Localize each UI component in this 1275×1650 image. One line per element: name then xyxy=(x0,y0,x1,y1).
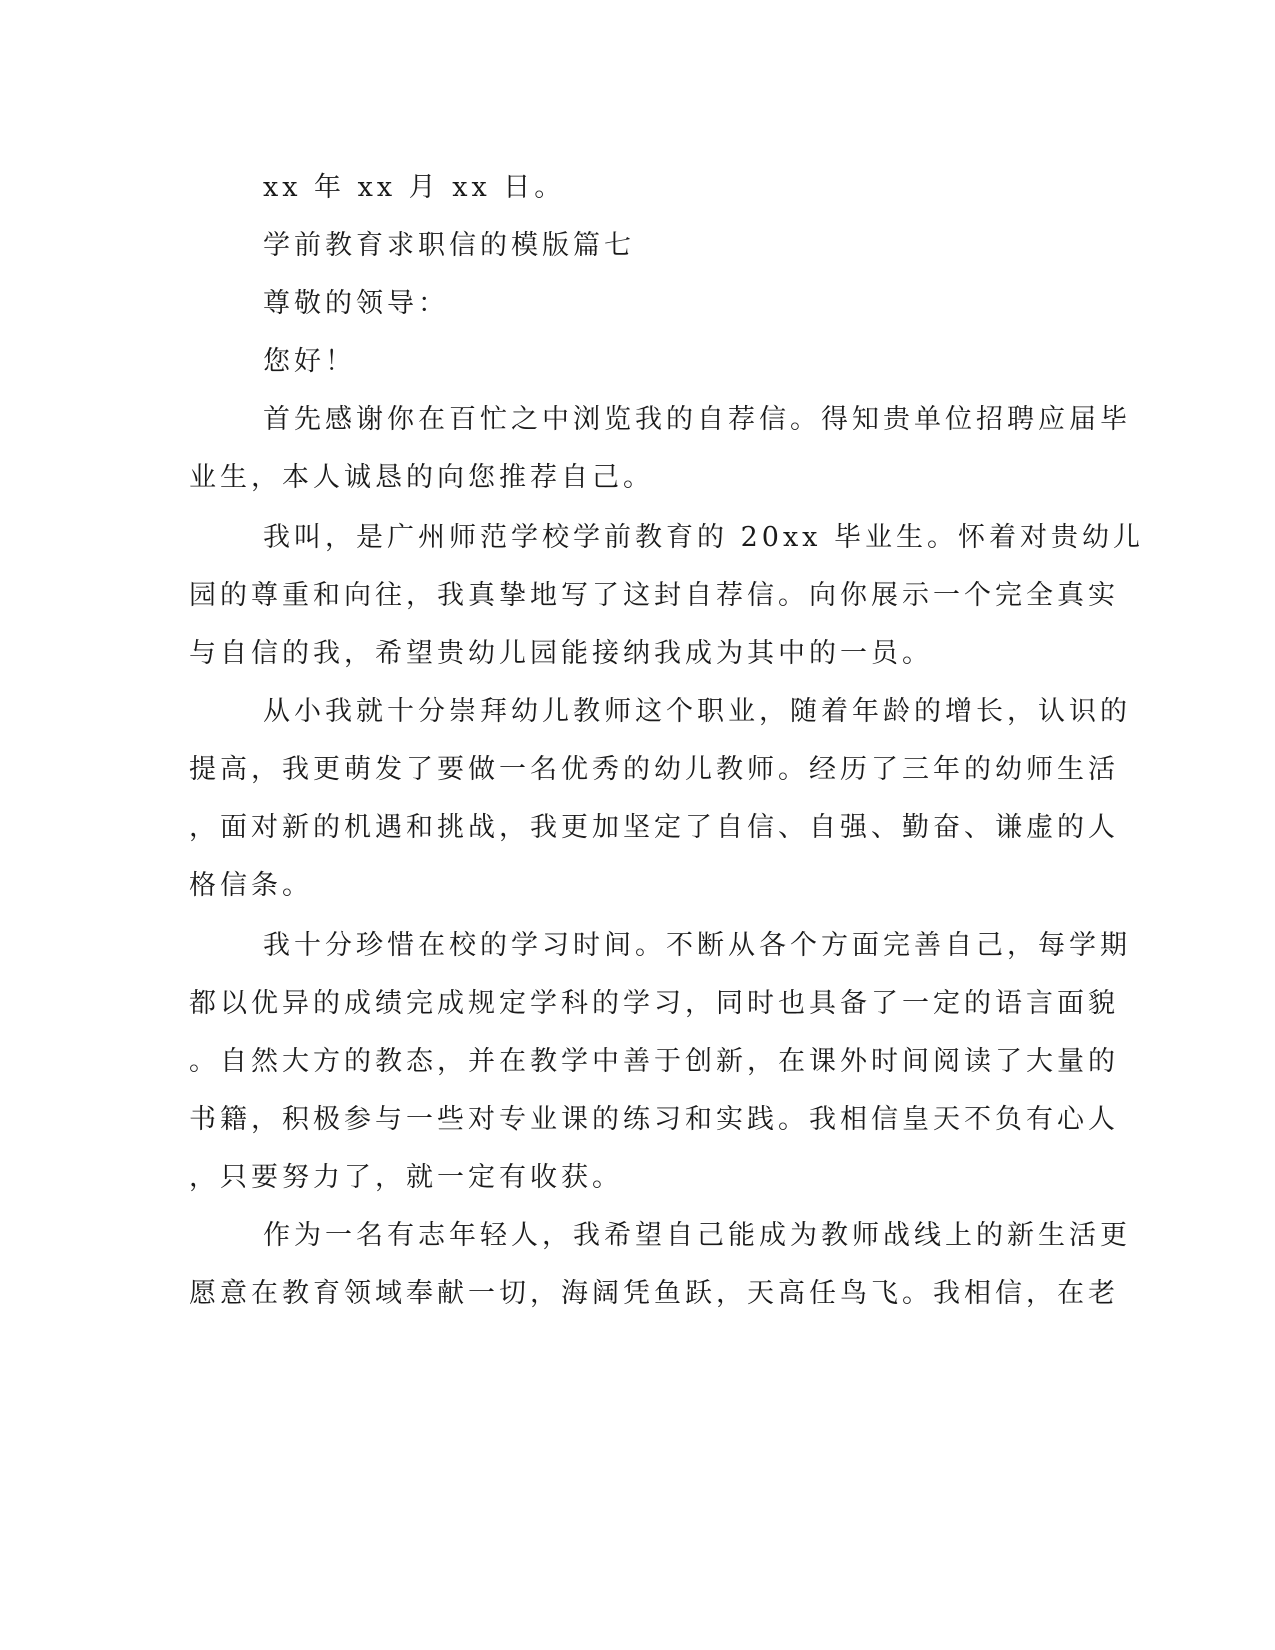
body-line: 愿意在教育领域奉献一切，海阔凭鱼跃，天高任鸟飞。我相信，在老 xyxy=(189,1278,1119,1309)
body-line: 我叫，是广州师范学校学前教育的 20xx 毕业生。怀着对贵幼儿 xyxy=(263,522,1144,553)
salutation: 尊敬的领导： xyxy=(263,288,449,319)
body-line: 格信条。 xyxy=(189,870,313,901)
body-line: 与自信的我，希望贵幼儿园能接纳我成为其中的一员。 xyxy=(189,638,933,669)
date-line: xx 年 xx 月 xx 日。 xyxy=(263,172,566,203)
body-line: 书籍，积极参与一些对专业课的练习和实践。我相信皇天不负有心人 xyxy=(189,1104,1119,1135)
body-line: ，只要努力了，就一定有收获。 xyxy=(189,1162,623,1193)
body-line: ，面对新的机遇和挑战，我更加坚定了自信、自强、勤奋、谦虚的人 xyxy=(189,812,1119,843)
body-line: 提高，我更萌发了要做一名优秀的幼儿教师。经历了三年的幼师生活 xyxy=(189,754,1119,785)
body-line: 我十分珍惜在校的学习时间。不断从各个方面完善自己，每学期 xyxy=(263,930,1131,961)
body-line: 首先感谢你在百忙之中浏览我的自荐信。得知贵单位招聘应届毕 xyxy=(263,404,1131,435)
body-line: 都以优异的成绩完成规定学科的学习，同时也具备了一定的语言面貌 xyxy=(189,988,1119,1019)
body-line: 从小我就十分崇拜幼儿教师这个职业，随着年龄的增长，认识的 xyxy=(263,696,1131,727)
body-line: 。自然大方的教态，并在教学中善于创新，在课外时间阅读了大量的 xyxy=(189,1046,1119,1077)
letter-heading: 学前教育求职信的模版篇七 xyxy=(263,230,635,261)
body-line: 作为一名有志年轻人，我希望自己能成为教师战线上的新生活更 xyxy=(263,1220,1131,1251)
body-line: 园的尊重和向往，我真挚地写了这封自荐信。向你展示一个完全真实 xyxy=(189,580,1119,611)
body-line: 业生，本人诚恳的向您推荐自己。 xyxy=(189,462,654,493)
greeting: 您好！ xyxy=(263,346,356,377)
